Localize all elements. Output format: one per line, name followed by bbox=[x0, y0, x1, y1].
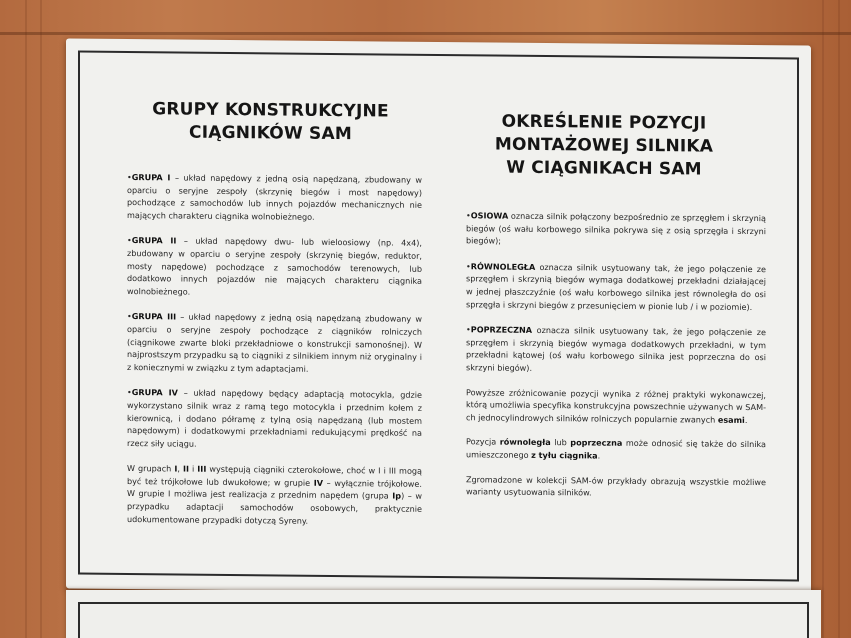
summary-text: – wyłącznie trójkołowe. W grupie I możliwa jest realizacja z przednim napędem (grupa bbox=[127, 477, 422, 502]
variation-bold: esami bbox=[717, 414, 745, 425]
lower-board-frame bbox=[78, 602, 809, 638]
group-text: – układ napędowy z jedną osią napędzaną, zbudowany w oparciu o seryjne zespoły (skrzynię biegów i most napędowy) pochodzące z samochodów lub innych pojazdów mechanicznych nie mających charakteru ciągnika wolnobieżnego. bbox=[127, 172, 422, 222]
summary-bold: III bbox=[197, 463, 207, 475]
summary-text: ) – w przypadku adaptacji samochodów osobowych, praktycznie udokumentowane przypadki dotyczą Syreny. bbox=[127, 491, 422, 526]
wood-plank-seam bbox=[0, 32, 851, 35]
rear-text: może odnosić się także do silnika umieszczonego bbox=[466, 438, 766, 460]
summary-text: W grupach bbox=[127, 463, 175, 474]
group-label: GRUPA III bbox=[131, 311, 177, 322]
left-title-line: GRUPY KONSTRUKCYJNE bbox=[152, 99, 389, 122]
variation-text: . bbox=[744, 414, 748, 425]
position-text: oznacza silnik połączony bezpośrednio ze sprzęgłem i skrzynią biegów (oś wału korbowego silnika pokrywa się z osią sprzęgła i skrzyni biegów); bbox=[466, 210, 766, 246]
info-board bbox=[66, 38, 811, 595]
rear-engine-paragraph bbox=[466, 436, 766, 464]
group-label: GRUPA I bbox=[131, 172, 171, 183]
group-paragraph: •GRUPA II – układ napędowy dwu- lub wieloosiowy (np. 4x4), zbudowany w oparciu o seryjne zespoły (skrzynię biegów, reduktor, mosty napędowe) pochodzące z samochodów terenowych, lub dodatkowo innych pojazdów nie mających charakteru ciągnika wolnobieżnego. bbox=[127, 235, 422, 297]
right-title-line: W CIĄGNIKACH SAM bbox=[506, 157, 702, 180]
rear-bold: poprzeczna bbox=[570, 437, 623, 449]
rear-text: . bbox=[597, 450, 601, 461]
right-column bbox=[466, 110, 766, 501]
collection-paragraph: Zgromadzone w kolekcji SAM-ów przykłady obrazują wszystkie możliwe warianty usytuowania silników. bbox=[466, 473, 766, 498]
position-text: oznacza silnik usytuowany tak, że jego połączenie ze sprzęgłem i skrzynią biegów wymaga dodatkowych przekładni, w tym przekładni kątowej (oś wału korbowego silnika jest poprzeczna do osi skrzyni biegów). bbox=[466, 325, 766, 373]
group-paragraph: •GRUPA IV – układ napędowy będący adaptacją motocykla, gdzie wykorzystano silnik wraz z ramą tego motocykla i przednim kołem z kierownicą, i dodano półramę z tylną osią napędzaną (lub mostem napędowym) i dodatkowymi przekładniami redukującymi prędkość na rzecz siły uciągu. bbox=[127, 387, 422, 449]
summary-bold: IV bbox=[313, 477, 324, 488]
left-title-line: CIĄGNIKÓW SAM bbox=[189, 122, 352, 145]
right-title-line: MONTAŻOWEJ SILNIKA bbox=[494, 134, 714, 157]
variation-text: Powyższe zróżnicowanie pozycji wynika z różnej praktyki wykonawczej, którą umożliwia specyfika konstrukcyjna powszechnie używanych w SAM-ch jednocylindrowych silników rolniczych popularnie zwanych bbox=[466, 386, 766, 425]
wood-grain bbox=[838, 0, 840, 638]
rear-text: Pozycja bbox=[466, 436, 500, 447]
position-paragraph: •RÓWNOLEGŁA oznacza silnik usytuowany tak, że jego połączenie ze sprzęgłem i skrzynią biegów wymaga dodatkowej przekładni działającej w jednej płaszczyźnie (oś wału korbowego silnika jest równoległa do osi sprzęgła i skrzyni biegów z przesunięciem w pionie lub / i w poziomie). bbox=[466, 261, 766, 312]
right-title-line: OKREŚLENIE POZYCJI bbox=[501, 111, 707, 134]
left-column bbox=[127, 98, 422, 528]
position-label: OSIOWA bbox=[470, 210, 509, 221]
wood-grain bbox=[40, 0, 42, 638]
group-text: – układ napędowy z jedną osią napędzaną zbudowany w oparciu o seryjne zespoły pochodzące z ciągników rolniczych (ciągnikowe zwarte bloki przekładniowe o konstrukcji samonośnej). W najprostszym przypadku są to ciągniki z silnikiem innym niż oryginalny i z koniecznymi w związku z tym adaptacjami. bbox=[127, 311, 422, 374]
position-paragraph: •POPRZECZNA oznacza silnik usytuowany tak, że jego połączenie ze sprzęgłem i skrzynią biegów wymaga dodatkowych przekładni, w tym przekładni kątowej (oś wału korbowego silnika jest poprzeczna do osi skrzyni biegów). bbox=[466, 324, 766, 373]
position-label: RÓWNOLEGŁA bbox=[470, 261, 536, 272]
group-text: – układ napędowy dwu- lub wieloosiowy (np. 4x4), zbudowany w oparciu o seryjne zespoły (skrzynię biegów, reduktor, mosty napędowe) pochodzące z samochodów terenowych, lub dodatkowo innych pojazdów nie mających charakteru ciągnika wolnobieżnego. bbox=[127, 235, 422, 297]
position-text: oznacza silnik usytuowany tak, że jego połączenie ze sprzęgłem i skrzynią biegów wymaga dodatkowej przekładni działającej w jednej płaszczyźnie (oś wału korbowego silnika jest równoległa do osi sprzęgła i skrzyni biegów z przesunięciem w pionie lub / i w poziomie). bbox=[466, 261, 766, 312]
group-label: GRUPA II bbox=[131, 235, 177, 246]
right-title bbox=[454, 110, 754, 182]
rear-text: lub bbox=[550, 437, 571, 448]
summary-text: i bbox=[188, 463, 198, 474]
summary-paragraph bbox=[127, 462, 422, 528]
variation-paragraph bbox=[466, 386, 766, 427]
left-title bbox=[123, 98, 418, 147]
group-label: GRUPA IV bbox=[131, 387, 178, 398]
summary-bold: I bbox=[174, 463, 178, 474]
position-paragraph: •OSIOWA oznacza silnik połączony bezpośrednio ze sprzęgłem i skrzynią biegów (oś wału korbowego silnika pokrywa się z osią sprzęgła i skrzyni biegów); bbox=[466, 210, 766, 246]
rear-bold: z tyłu ciągnika bbox=[531, 449, 598, 461]
summary-text: występują ciągniki czterokołowe, choć w I i III mogą być też trójkołowe lub dwukołowe; w grupie bbox=[127, 464, 422, 488]
group-text: – układ napędowy będący adaptacją motocykla, gdzie wykorzystano silnik wraz z ramą tego motocykla i przednim kołem z kierownicą, i dodano półramę z tylną osią napędzaną (lub mostem napędowym) i dodatkowymi przekładniami redukującymi prędkość na rzecz siły uciągu. bbox=[127, 387, 422, 449]
summary-bold: Ip bbox=[392, 491, 402, 502]
position-label: POPRZECZNA bbox=[470, 324, 533, 336]
group-paragraph: •GRUPA III – układ napędowy z jedną osią napędzaną zbudowany w oparciu o seryjne zespoły pochodzące z ciągników rolniczych (ciągnikowe zwarte bloki przekładniowe o konstrukcji samonośnej). W najprostszym przypadku są to ciągniki z silnikiem innym niż oryginalny i z koniecznymi w związku z tym adaptacjami. bbox=[127, 311, 422, 374]
summary-text: , bbox=[177, 463, 183, 474]
summary-bold: II bbox=[182, 463, 189, 474]
wood-grain bbox=[25, 0, 27, 638]
lower-board bbox=[66, 590, 821, 638]
group-paragraph: •GRUPA I – układ napędowy z jedną osią napędzaną, zbudowany w oparciu o seryjne zespoły (skrzynię biegów i most napędowy) pochodzące z samochodów lub innych pojazdów mechanicznych nie mających charakteru ciągnika wolnobieżnego. bbox=[127, 172, 422, 222]
rear-bold: równoległa bbox=[499, 436, 551, 448]
wood-grain bbox=[822, 0, 824, 638]
